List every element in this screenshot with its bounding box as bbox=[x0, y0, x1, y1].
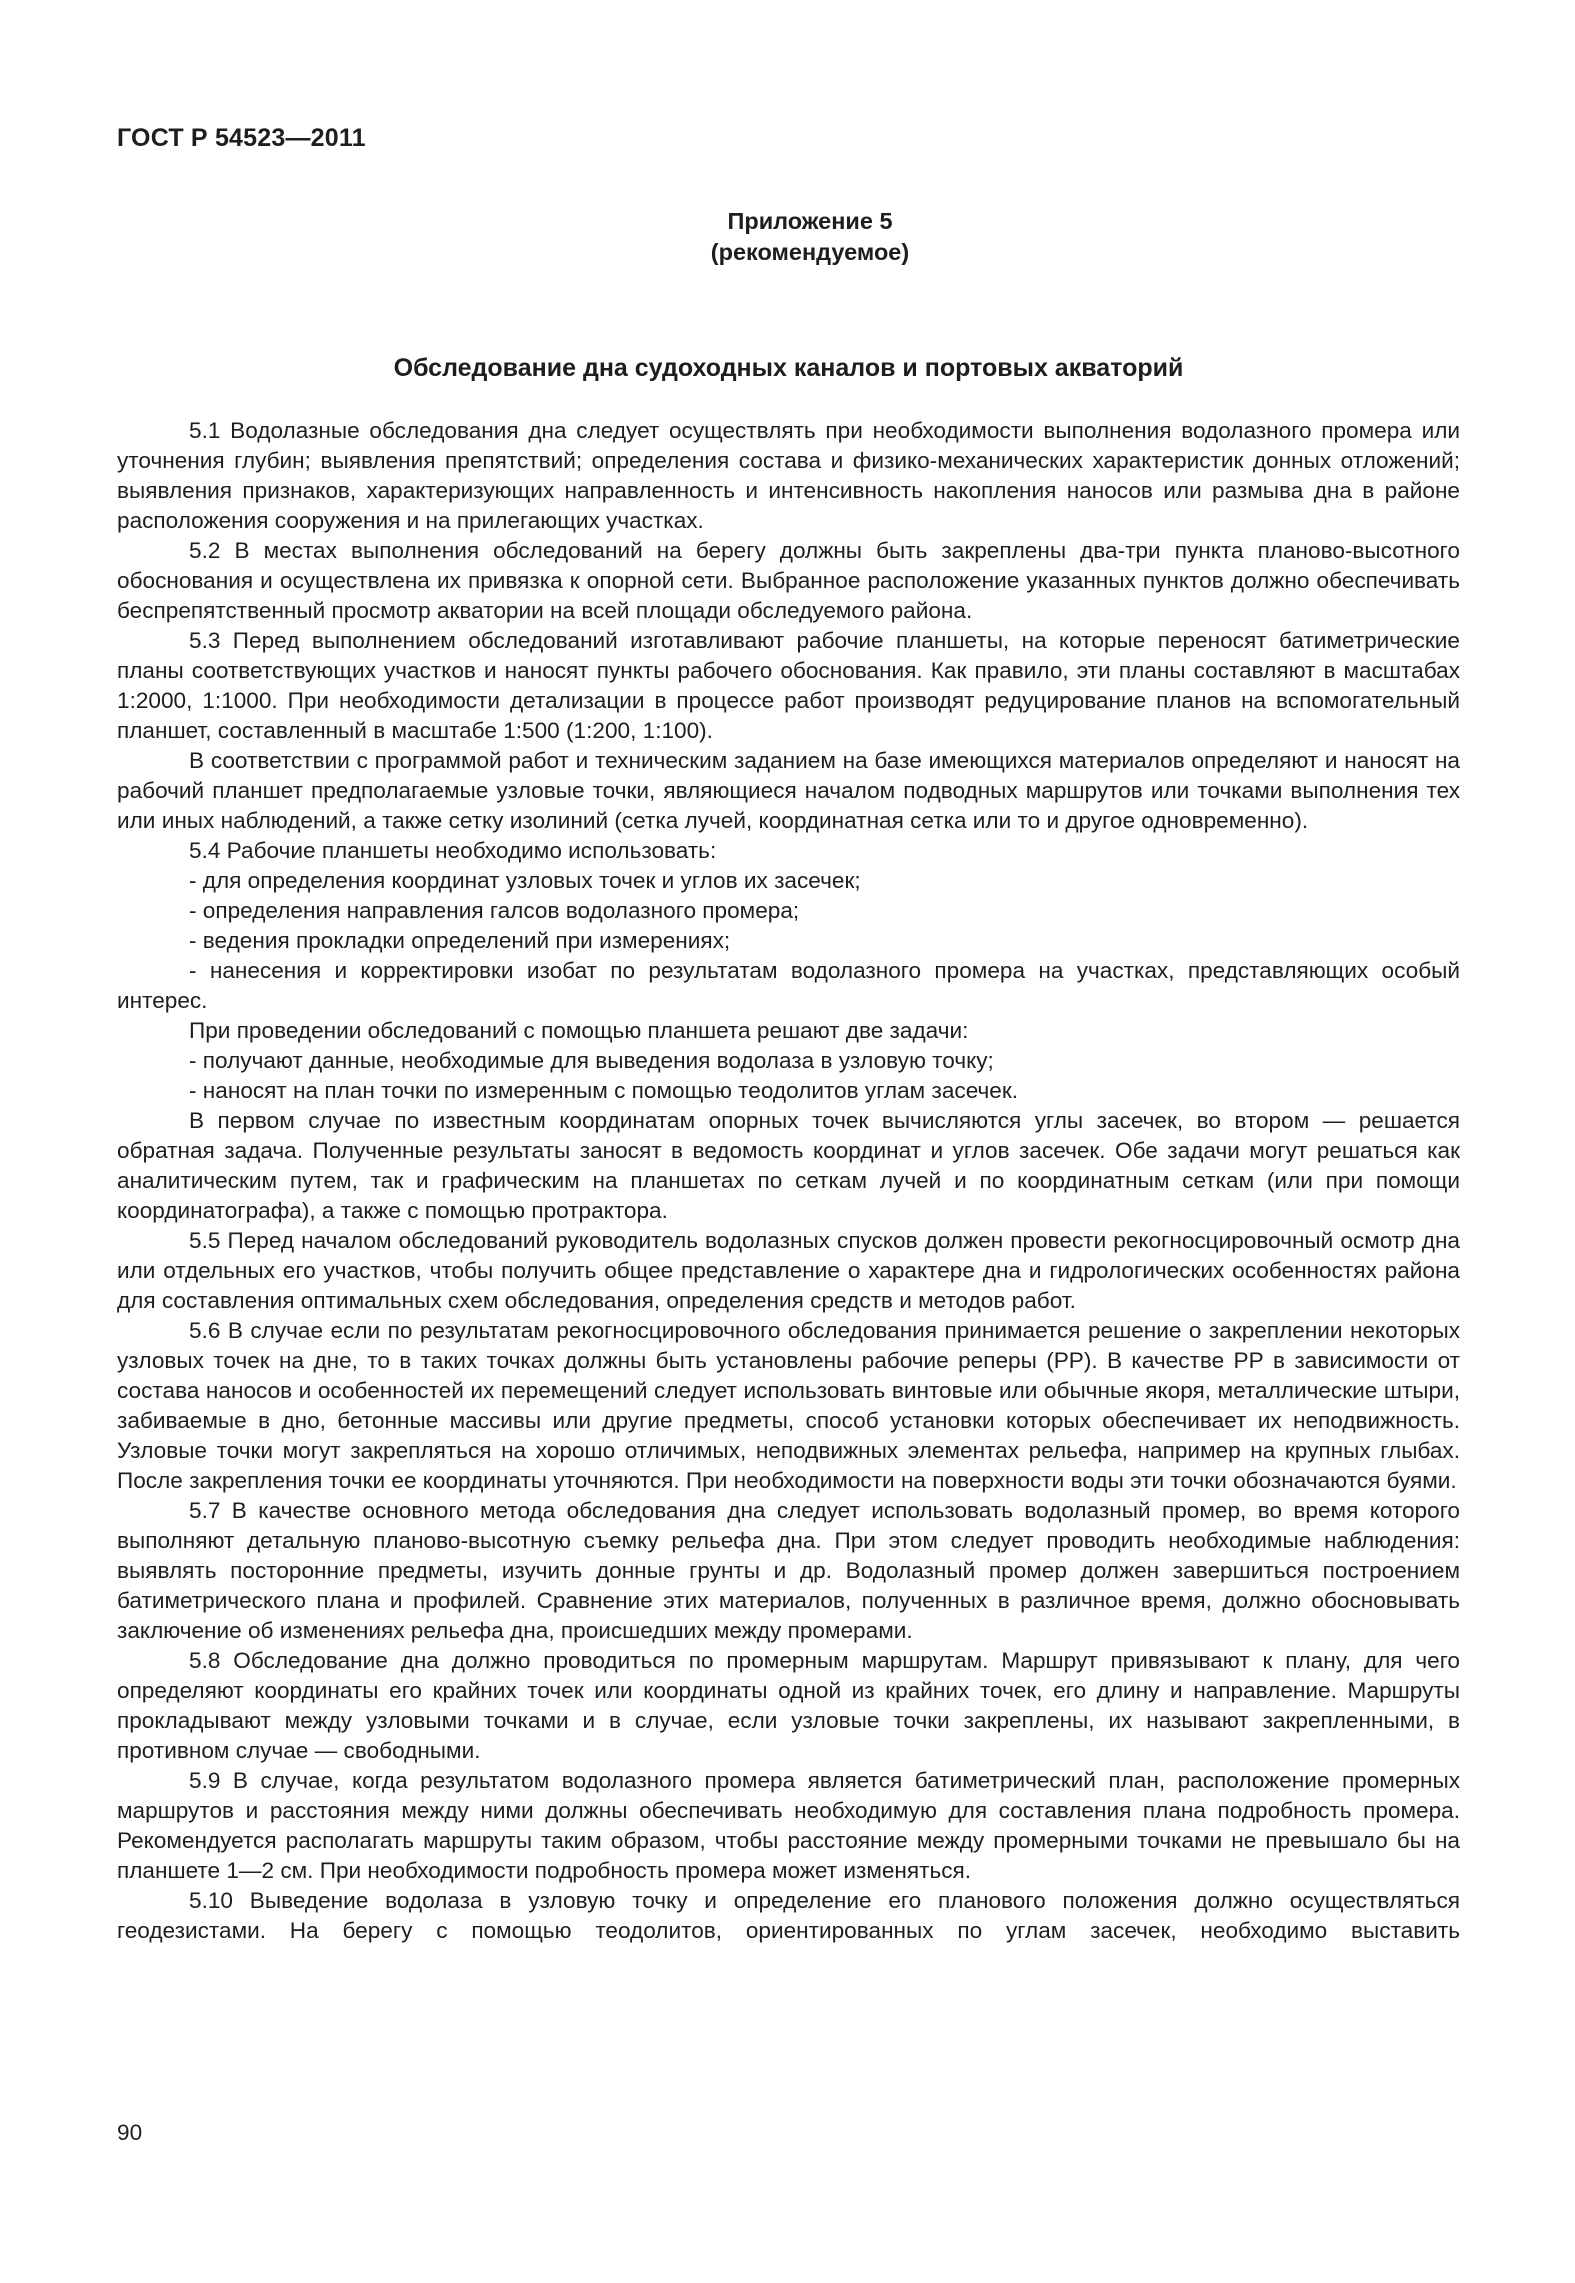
paragraph: 5.5 Перед началом обследований руководитель водолазных спусков должен провести рекогносцировочный осмотр дна или отдельных его участков, чтобы получить общее представление о характере дна и гидрологических особенностях района для составления оптимальных схем обследования, определения средств и методов работ. bbox=[117, 1228, 1460, 1313]
document-header-standard: ГОСТ Р 54523—2011 bbox=[117, 124, 366, 152]
list-item: - получают данные, необходимые для выведения водолаза в узловую точку; bbox=[189, 1048, 994, 1073]
list-item: - нанесения и корректировки изобат по результатам водолазного промера на участках, представляющих особый интерес. bbox=[117, 958, 1460, 1013]
paragraph: 5.1 Водолазные обследования дна следует осуществлять при необходимости выполнения водолазного промера или уточнения глубин; выявления препятствий; определения состава и физико-механических характеристик донных отложений; выявления признаков, характеризующих направленность и интенсивность накопления наносов или размыва дна в районе расположения сооружения и на прилегающих участках. bbox=[117, 418, 1460, 533]
list-item: - наносят на план точки по измеренным с помощью теодолитов углам засечек. bbox=[189, 1078, 1019, 1103]
paragraph: 5.7 В качестве основного метода обследования дна следует использовать водолазный промер, во время которого выполняют детальную планово-высотную съемку рельефа дна. При этом следует проводить необходимые наблюдения: выявлять посторонние предметы, изучить донные грунты и др. Водолазный промер должен завершиться построением батиметрического плана и профилей. Сравнение этих материалов, полученных в различное время, должно обосновывать заключение об изменениях рельефа дна, происшедших между промерами. bbox=[117, 1498, 1460, 1643]
paragraph: 5.8 Обследование дна должно проводиться по промерным маршрутам. Маршрут привязывают к плану, для чего определяют координаты его крайних точек или координаты одной из крайних точек, его длину и направление. Маршруты прокладывают между узловыми точками и в случае, если узловые точки закреплены, их называют закрепленными, в противном случае — свободными. bbox=[117, 1648, 1460, 1763]
section-title: Обследование дна судоходных каналов и портовых акваторий bbox=[393, 354, 1184, 382]
annex-title: Приложение 5 bbox=[727, 208, 893, 234]
paragraph: При проведении обследований с помощью планшета решают две задачи: bbox=[189, 1018, 969, 1043]
paragraph: 5.3 Перед выполнением обследований изготавливают рабочие планшеты, на которые переносят батиметрические планы соответствующих участков и наносят пункты рабочего обоснования. Как правило, эти планы составляют в масштабах 1:2000, 1:1000. При необходимости детализации в процессе работ производят редуцирование планов на вспомогательный планшет, составленный в масштабе 1:500 (1:200, 1:100). bbox=[117, 628, 1460, 743]
paragraph: 5.4 Рабочие планшеты необходимо использовать: bbox=[189, 838, 717, 863]
list-item: - ведения прокладки определений при измерениях; bbox=[189, 928, 731, 953]
paragraph: 5.10 Выведение водолаза в узловую точку и определение его планового положения должно осуществляться геодезистами. На берегу с помощью теодолитов, ориентированных по углам засечек, необходимо выставить bbox=[117, 1888, 1460, 1943]
list-item: - определения направления галсов водолазного промера; bbox=[189, 898, 800, 923]
paragraph: 5.6 В случае если по результатам рекогносцировочного обследования принимается решение о закреплении некоторых узловых точек на дне, то в таких точках должны быть установлены рабочие реперы (РР). В качестве РР в зависимости от состава наносов и особенностей их перемещений следует использовать винтовые или обычные якоря, металлические штыри, забиваемые в дно, бетонные массивы или другие предметы, способ установки которых обеспечивает их неподвижность. Узловые точки могут закрепляться на хорошо отличимых, неподвижных элементах рельефа, например на крупных глыбах. После закрепления точки ее координаты уточняются. При необходимости на поверхности воды эти точки обозначаются буями. bbox=[117, 1318, 1460, 1493]
annex-heading bbox=[0, 206, 1575, 268]
annex-type: (рекомендуемое) bbox=[710, 239, 910, 265]
page-number: 90 bbox=[117, 2120, 143, 2145]
body-text bbox=[117, 416, 1460, 1946]
paragraph: 5.2 В местах выполнения обследований на берегу должны быть закреплены два-три пункта планово-высотного обоснования и осуществлена их привязка к опорной сети. Выбранное расположение указанных пунктов должно обеспечивать беспрепятственный просмотр акватории на всей площади обследуемого района. bbox=[117, 538, 1460, 623]
paragraph: В первом случае по известным координатам опорных точек вычисляются углы засечек, во втором — решается обратная задача. Полученные результаты заносят в ведомость координат и углов засечек. Обе задачи могут решаться как аналитическим путем, так и графическим на планшетах по сеткам лучей и по координатным сеткам (или при помощи координатографа), а также с помощью протрактора. bbox=[117, 1108, 1460, 1223]
list-item: - для определения координат узловых точек и углов их засечек; bbox=[189, 868, 861, 893]
paragraph: 5.9 В случае, когда результатом водолазного промера является батиметрический план, расположение промерных маршрутов и расстояния между ними должны обеспечивать необходимую для составления плана подробность промера. Рекомендуется располагать маршруты таким образом, чтобы расстояние между промерными точками не превышало бы на планшете 1—2 см. При необходимости подробность промера может изменяться. bbox=[117, 1768, 1460, 1883]
paragraph: В соответствии с программой работ и техническим заданием на базе имеющихся материалов определяют и наносят на рабочий планшет предполагаемые узловые точки, являющиеся началом подводных маршрутов или точками выполнения тех или иных наблюдений, а также сетку изолиний (сетка лучей, координатная сетка или то и другое одновременно). bbox=[117, 748, 1460, 833]
